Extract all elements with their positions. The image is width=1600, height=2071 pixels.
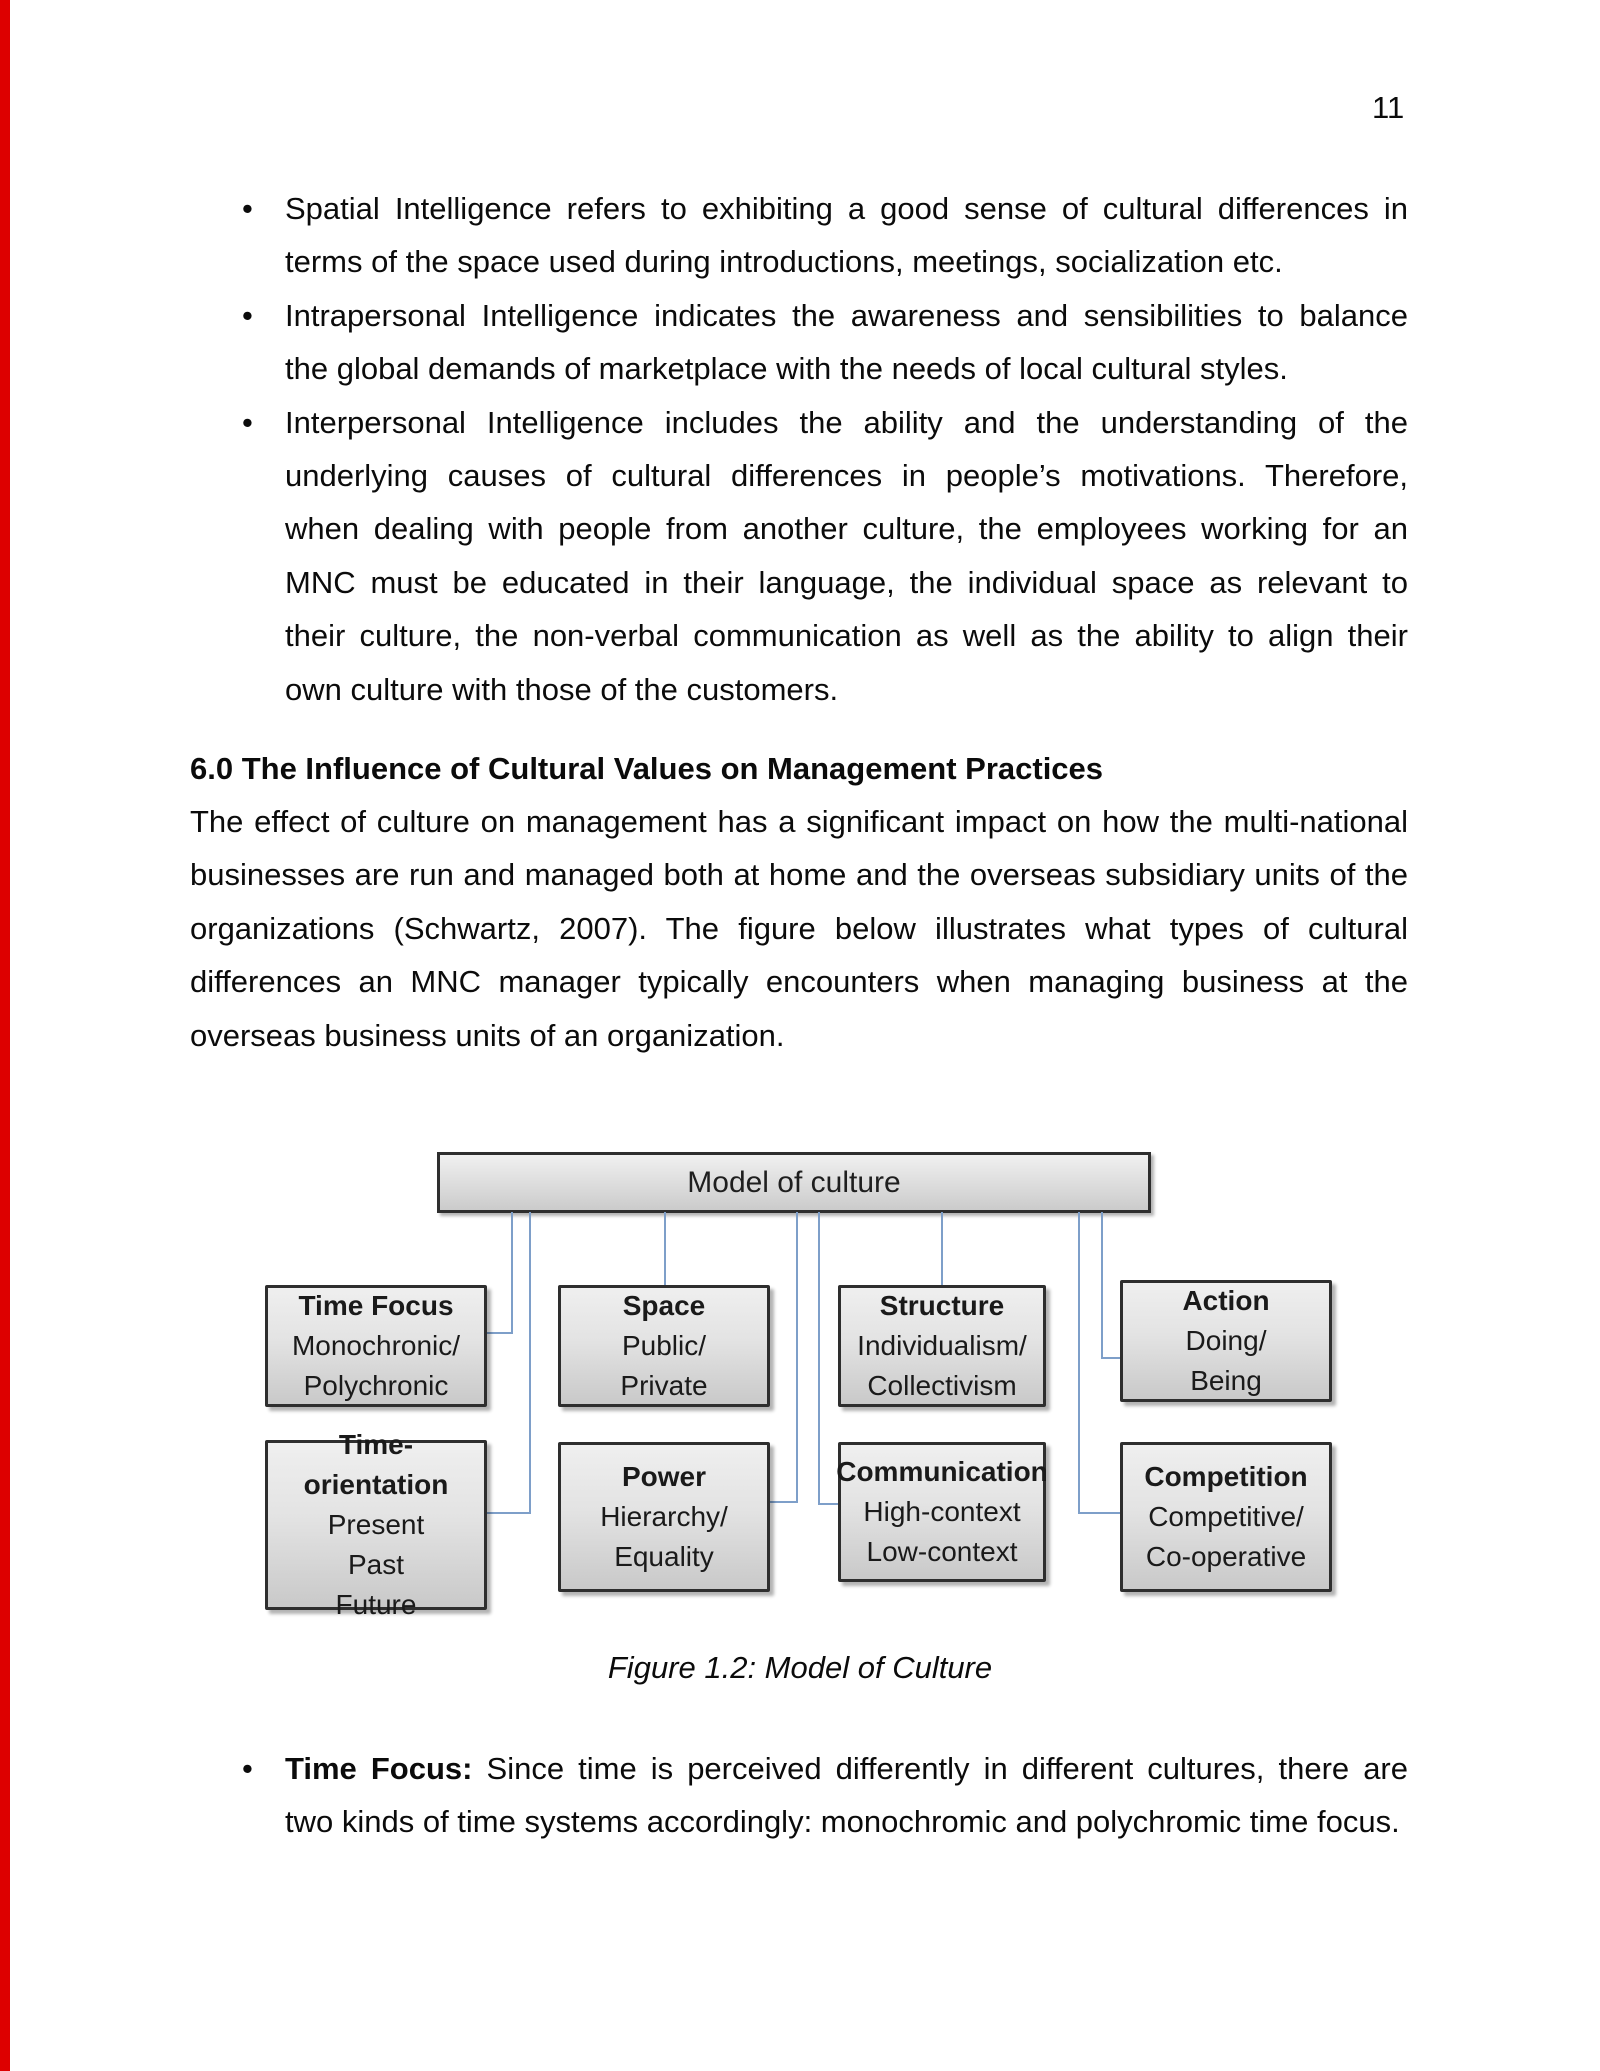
box-line: Individualism/ bbox=[857, 1330, 1027, 1361]
section-heading: 6.0 The Influence of Cultural Values on Management Practices bbox=[190, 751, 1104, 786]
box-line: Competitive/ bbox=[1148, 1501, 1304, 1532]
diagram-box-action bbox=[1120, 1280, 1332, 1402]
box-line: Polychronic bbox=[303, 1370, 449, 1401]
bullet-line: Interpersonal Intelligence includes the ability and the understanding of the bbox=[285, 404, 1408, 440]
box-line: Public/ bbox=[621, 1330, 707, 1361]
bullet-line: underlying causes of cultural differences in people’s motivations. Therefore, bbox=[285, 457, 1408, 493]
box-title: Time-orientation bbox=[303, 1429, 449, 1500]
figure-caption: Figure 1.2: Model of Culture bbox=[607, 1650, 993, 1685]
box-title: Time Focus bbox=[298, 1290, 454, 1321]
box-title: Power bbox=[621, 1461, 707, 1492]
bullet-line: the global demands of marketplace with the needs of local cultural styles. bbox=[285, 351, 1288, 387]
box-line: Hierarchy/ bbox=[600, 1501, 728, 1532]
paragraph-line: The effect of culture on management has a significant impact on how the multi-national bbox=[190, 804, 1408, 839]
box-title: Competition bbox=[1144, 1461, 1308, 1492]
connector-elbow bbox=[1078, 1512, 1122, 1514]
bullet-line: Spatial Intelligence refers to exhibiting a good sense of cultural differences in bbox=[285, 191, 1408, 226]
box-title: Space bbox=[622, 1290, 706, 1321]
box-line: Past bbox=[347, 1549, 405, 1580]
diagram-root-box bbox=[437, 1152, 1151, 1213]
connector-line bbox=[1101, 1212, 1103, 1357]
connector-line bbox=[529, 1212, 531, 1512]
box-line: Collectivism bbox=[867, 1370, 1017, 1401]
paragraph-line: organizations (Schwartz, 2007). The figure below illustrates what types of cultural bbox=[190, 910, 1408, 946]
bullet-line: when dealing with people from another culture, the employees working for an bbox=[285, 511, 1408, 547]
connector-line bbox=[796, 1212, 798, 1501]
connector-line bbox=[941, 1212, 943, 1287]
connector-line bbox=[664, 1212, 666, 1287]
box-line: Low-context bbox=[866, 1536, 1018, 1567]
bullet-line: their culture, the non-verbal communication as well as the ability to align their bbox=[285, 618, 1408, 654]
connector-elbow bbox=[487, 1332, 513, 1334]
connector-line bbox=[511, 1212, 513, 1332]
connector-line bbox=[818, 1212, 820, 1503]
connector-line bbox=[1078, 1212, 1080, 1512]
connector-elbow bbox=[1101, 1357, 1122, 1359]
box-title: Communication bbox=[836, 1456, 1048, 1487]
bullet-marker: • bbox=[242, 298, 253, 333]
connector-elbow bbox=[487, 1512, 531, 1514]
left-edge-red-bar bbox=[0, 0, 10, 2071]
box-line: High-context bbox=[863, 1496, 1021, 1527]
bullet-line: two kinds of time systems accordingly: monochromic and polychromic time focus. bbox=[285, 1804, 1400, 1840]
box-line: Monochronic/ bbox=[291, 1330, 461, 1361]
page-number: 11 bbox=[1372, 90, 1405, 125]
bullet-line bbox=[285, 1742, 1408, 1795]
bullet-line: Intrapersonal Intelligence indicates the awareness and sensibilities to balance bbox=[285, 297, 1408, 333]
bullet-lead-rest: Since time is perceived differently in different cultures, there are bbox=[472, 1751, 1408, 1786]
diagram-root-label: Model of culture bbox=[687, 1165, 901, 1199]
box-line: Being bbox=[1190, 1365, 1262, 1396]
diagram-box-power bbox=[558, 1442, 770, 1592]
box-line: Present bbox=[327, 1509, 425, 1540]
section-paragraph bbox=[190, 795, 1408, 1062]
bullet-marker: • bbox=[242, 405, 253, 440]
bullet-line: MNC must be educated in their language, the individual space as relevant to bbox=[285, 564, 1408, 600]
bullet-marker: • bbox=[242, 191, 253, 226]
diagram-box-time-focus bbox=[265, 1285, 487, 1407]
diagram-box-structure bbox=[838, 1285, 1046, 1407]
paragraph-line: differences an MNC manager typically encounters when managing business at the bbox=[190, 964, 1408, 1000]
bullet-lead-bold: Time Focus: bbox=[285, 1751, 473, 1786]
connector-elbow bbox=[818, 1503, 840, 1505]
connector-elbow bbox=[770, 1501, 798, 1503]
bullet-line: terms of the space used during introductions, meetings, socialization etc. bbox=[285, 244, 1283, 280]
box-title: Structure bbox=[879, 1290, 1005, 1321]
box-line: Co-operative bbox=[1145, 1541, 1307, 1572]
box-line: Doing/ bbox=[1185, 1325, 1267, 1356]
diagram-box-competition bbox=[1120, 1442, 1332, 1592]
paragraph-line: overseas business units of an organization. bbox=[190, 1017, 785, 1053]
bullet-marker: • bbox=[242, 1751, 253, 1786]
box-line: Future bbox=[335, 1589, 417, 1620]
diagram-box-communication bbox=[838, 1442, 1046, 1582]
paragraph-line: businesses are run and managed both at home and the overseas subsidiary units of the bbox=[190, 857, 1408, 893]
box-title: Action bbox=[1182, 1285, 1270, 1316]
diagram-box-space bbox=[558, 1285, 770, 1407]
bullet-line: own culture with those of the customers. bbox=[285, 671, 839, 707]
box-line: Equality bbox=[614, 1541, 714, 1572]
time-focus-bullet bbox=[285, 1742, 1408, 1849]
intelligence-bullet-list bbox=[285, 182, 1408, 716]
diagram-box-time-orientation bbox=[265, 1429, 487, 1620]
box-line: Private bbox=[620, 1370, 708, 1401]
